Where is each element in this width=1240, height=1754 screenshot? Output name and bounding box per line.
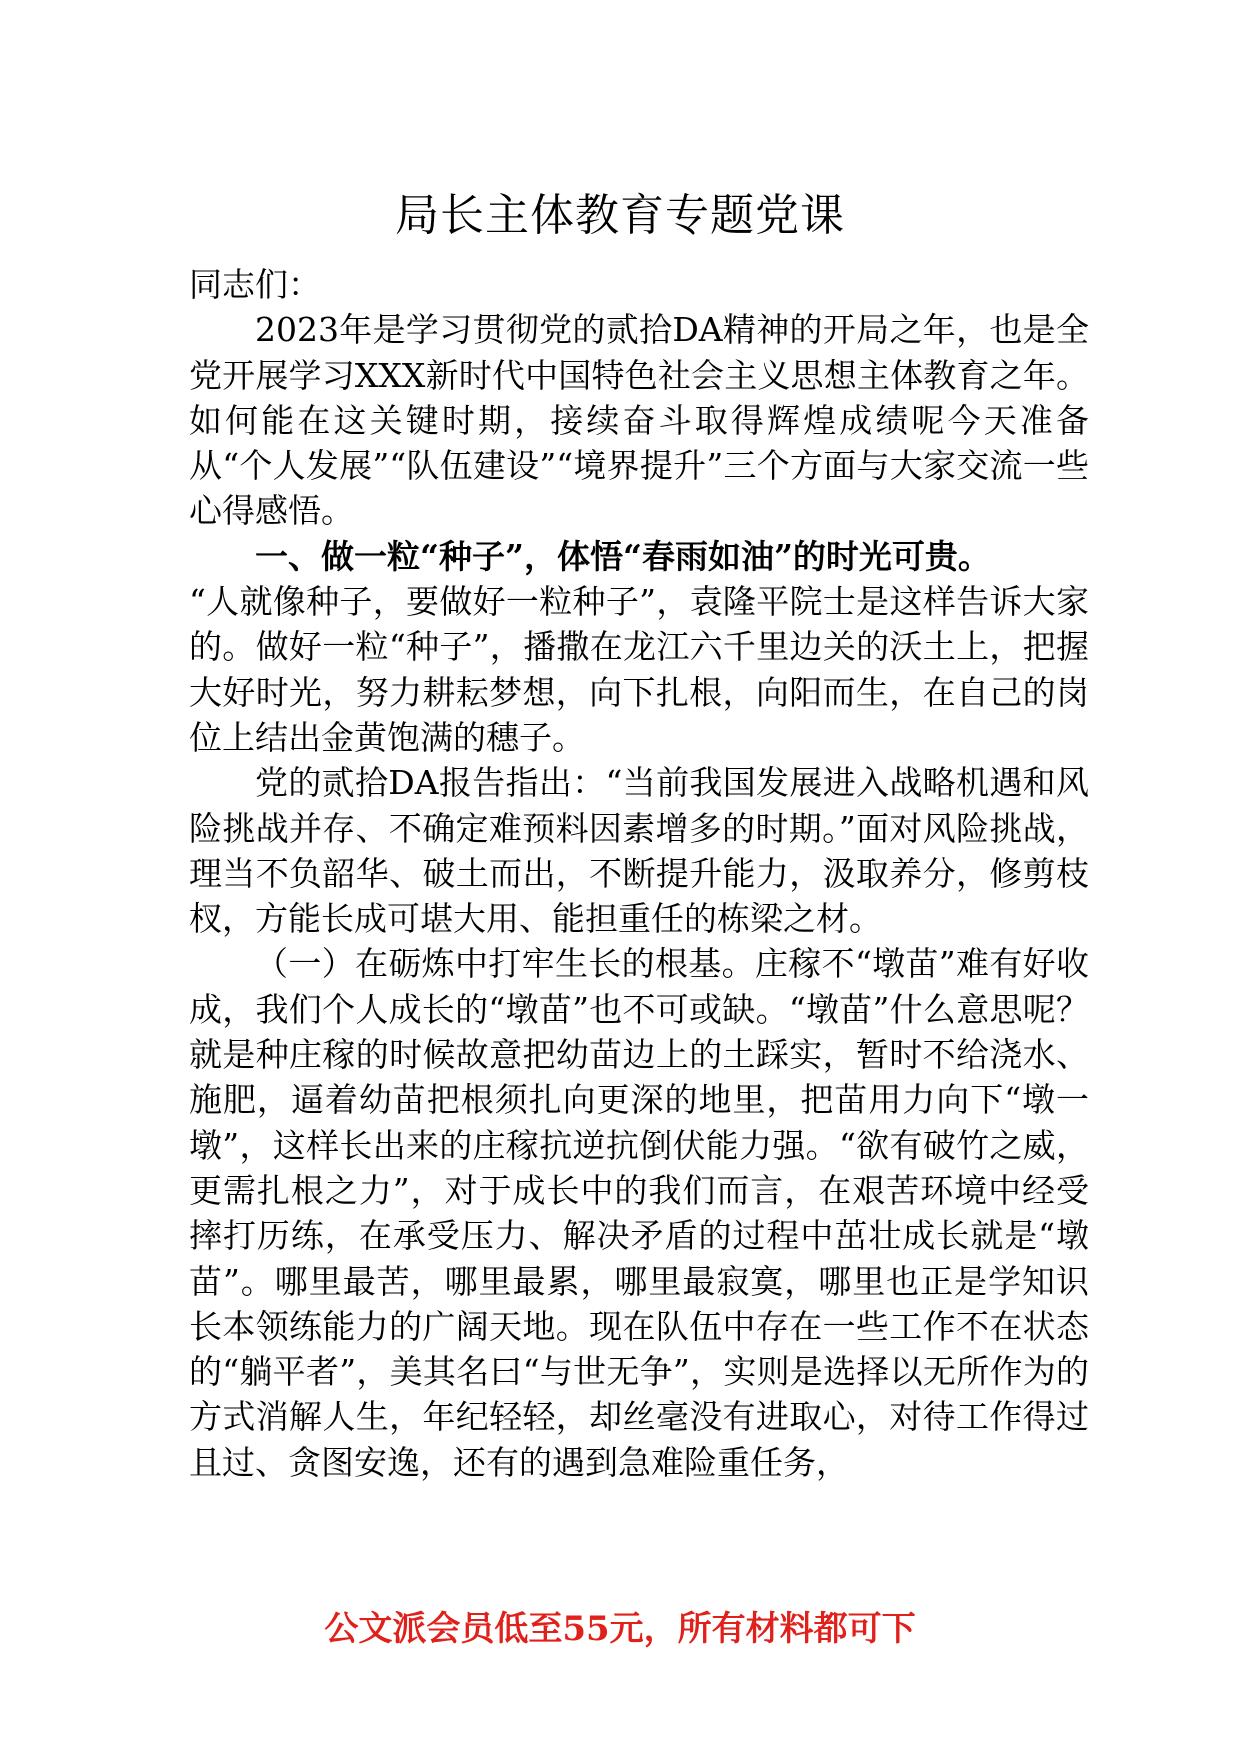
body-paragraph-report: 党的贰拾DA报告指出：“当前我国发展进入战略机遇和风险挑战并存、不确定难预料因素增多的时期。”面对风险挑战，理当不负韶华、破土而出，不断提升能力，汲取养分，修剪枝杈，方能长成可堪大用、能担重任的栋梁之材。 xyxy=(189,763,1089,939)
salutation: 同志们： xyxy=(189,265,321,304)
document-body xyxy=(189,262,1089,1485)
subsection-paragraph-1: （一）在砺炼中打牢生长的根基。庄稼不“墩苗”难有好收成，我们个人成长的“墩苗”也不可或缺。“墩苗”什么意思呢？就是种庄稼的时候故意把幼苗边上的土踩实，暂时不给浇水、施肥，逼着幼苗把根须扎向更深的地里，把苗用力向下“墩一墩”，这样长出来的庄稼抗逆抗倒伏能力强。“欲有破竹之威，更需扎根之力”，对于成长中的我们而言，在艰苦环境中经受摔打历练，在承受压力、解决矛盾的过程中茁壮成长就是“墩苗”。哪里最苦，哪里最累，哪里最寂寞，哪里也正是学知识长本领练能力的广阔天地。现在队伍中存在一些工作不在状态的“躺平者”，美其名曰“与世无争”，实则是选择以无所作为的方式消解人生，年纪轻轻，却丝毫没有进取心，对待工作得过且过、贪图安逸，还有的遇到急难险重任务， xyxy=(189,944,1089,1482)
document-title: 局长主体教育专题党课 xyxy=(395,190,845,241)
section-heading-1: 一、做一粒“种子”，体悟“春雨如油”的时光可贵。 xyxy=(255,536,991,576)
body-paragraph-seed-quote: “人就像种子，要做好一粒种子”，袁隆平院士是这样告诉大家的。做好一粒“种子”，播撒在龙江六千里边关的沃土上，把握大好时光，努力耕耘梦想，向下扎根，向阳而生，在自己的岗位上结出金黄饱满的穗子。 xyxy=(189,582,1089,757)
intro-paragraph: 2023年是学习贯彻党的贰拾DA精神的开局之年，也是全党开展学习XXX新时代中国特色社会主义思想主体教育之年。如何能在这关键时期，接续奋斗取得辉煌成绩呢今天准备从“个人发展”“队伍建设”“境界提升”三个方面与大家交流一些心得感悟。 xyxy=(189,310,1089,531)
footer-membership-notice: 公文派会员低至55元，所有材料都可下 xyxy=(324,1609,916,1649)
